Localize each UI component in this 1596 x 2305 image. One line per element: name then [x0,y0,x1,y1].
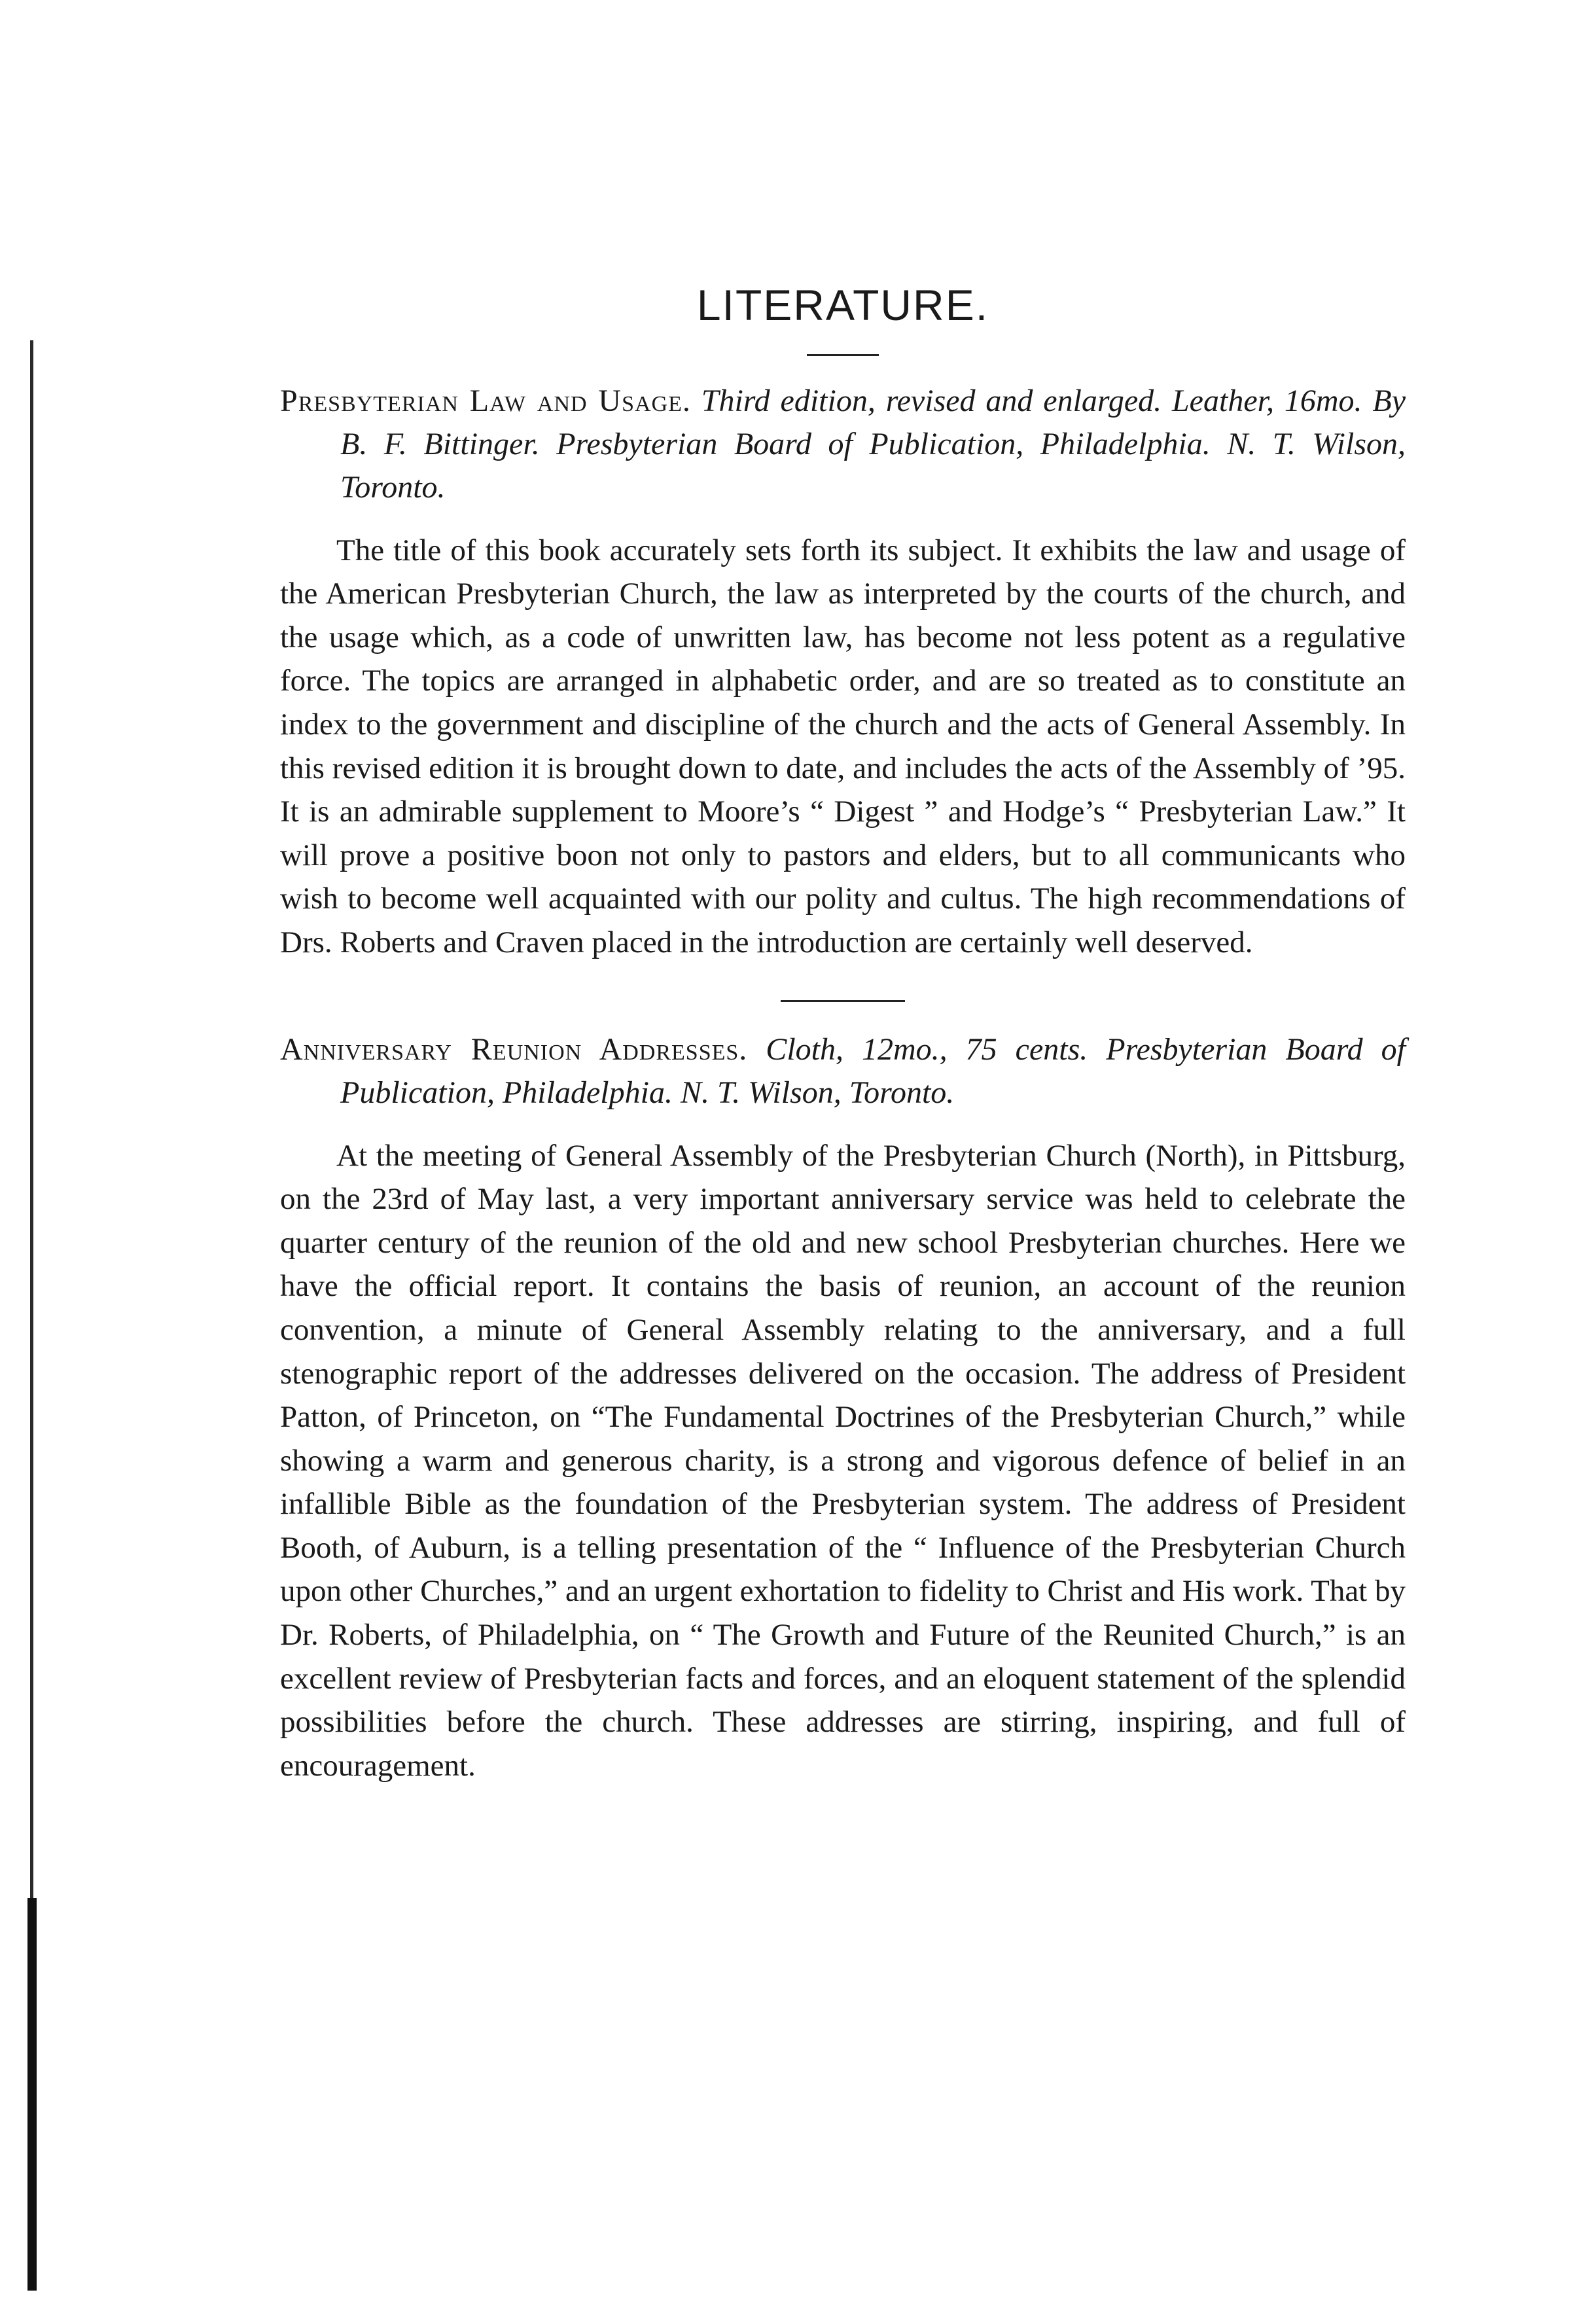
entry-1-details: Third edition, revised and enlarged. Leather, 16mo. By B. F. Bittinger. Presbyterian Board of Publication, Philadelphia. N. T. Wilson, Toronto. [340,383,1406,505]
entry-2-title: Anniversary Reunion Addresses. [280,1031,748,1067]
section-title: LITERATURE. [696,281,989,329]
review-entry-1 [280,380,1406,965]
document-page [280,281,1406,1787]
entry-1-title: Presbyterian Law and Usage. [280,383,691,418]
entry-separator-rule [781,1000,905,1002]
entry-1-body: The title of this book accurately sets forth its subject. It exhibits the law and usage of the American Presbyterian Church, the law as interpreted by the courts of the church, and the usage which, as a code of unwritten law, has become not less potent as a regulative force. The topics are arranged in alphabetic order, and are so treated as to constitute an index to the government and discipline of the church and the acts of General Assembly. In this revised edition it is brought down to date, and includes the acts of the Assembly of ’95. It is an admirable supplement to Moore’s “ Digest ” and Hodge’s “ Presbyterian Law.” It will prove a positive boon not only to pastors and elders, but to all communicants who wish to become well acquainted with our polity and cultus. The high recommendations of Drs. Roberts and Craven placed in the introduction are certainly well deserved. [280,533,1406,959]
entry-2-heading [280,1028,1406,1115]
title-rule [807,354,879,356]
review-entry-2 [280,1028,1406,1788]
entry-2-body: At the meeting of General Assembly of the Presbyterian Church (North), in Pittsburg, on the 23rd of May last, a very important anniversary service was held to celebrate the quarter century of the reunion of the old and new school Presbyterian churches. Here we have the official report. It contains the basis of reunion, an account of the reunion convention, a minute of General Assembly relating to the anniversary, and a full stenographic report of the addresses delivered on the occasion. The address of President Patton, of Princeton, on “The Fundamental Doctrines of the Presbyterian Church,” while showing a warm and generous charity, is a strong and vigorous defence of belief in an infallible Bible as the foundation of the Presbyterian system. The address of President Booth, of Auburn, is a telling presentation of the “ Influence of the Presbyterian Church upon other Churches,” and an urgent exhortation to fidelity to Christ and His work. That by Dr. Roberts, of Philadelphia, on “ The Growth and Future of the Reunited Church,” is an excellent review of Presbyterian facts and forces, and an eloquent statement of the splendid possibilities before the church. These addresses are stirring, inspiring, and full of encouragement. [280,1138,1406,1783]
entry-2-details: Cloth, 12mo., 75 cents. Presbyterian Board of Publication, Philadelphia. N. T. Wilson, Toronto. [340,1031,1406,1110]
page-binding-shadow [27,1898,37,2291]
entry-1-heading [280,380,1406,509]
